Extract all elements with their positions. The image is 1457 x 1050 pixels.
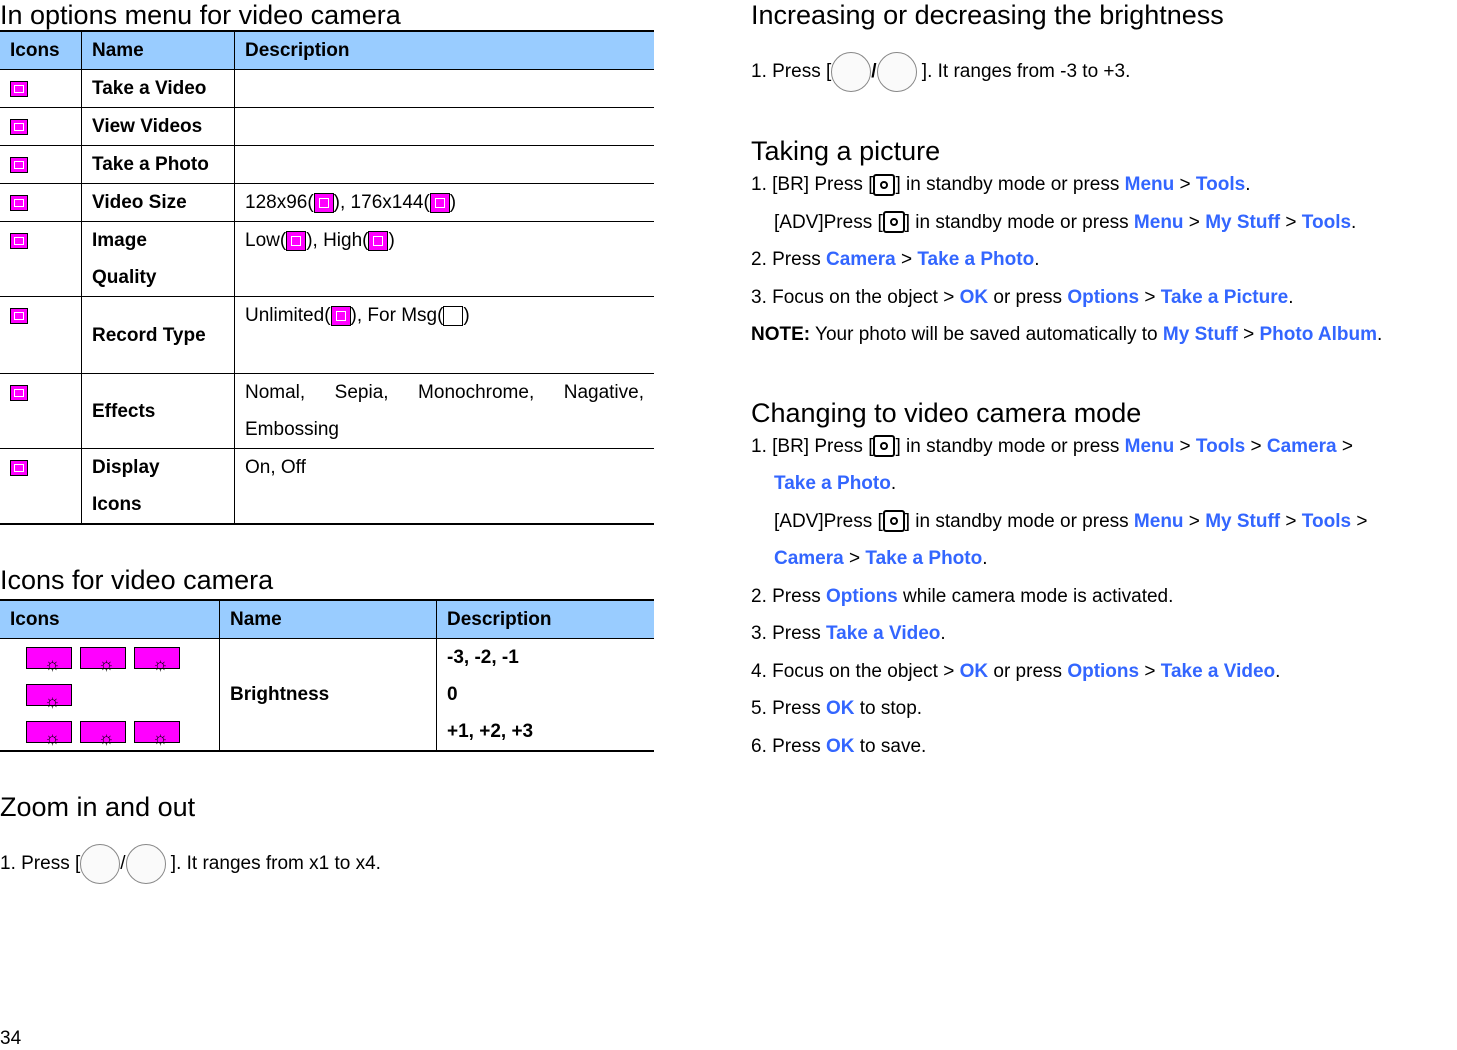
- row-name: Video Size: [82, 184, 235, 222]
- nav-right-key-icon: [831, 52, 871, 92]
- term: Menu: [1133, 211, 1184, 233]
- nav-up-key-icon: [126, 844, 166, 884]
- options-table-header: [0, 31, 654, 70]
- term: Menu: [1133, 510, 1184, 532]
- desc-text: ), High(: [306, 230, 369, 251]
- desc-text: Low(: [245, 230, 287, 251]
- icons-table-header: [0, 600, 654, 639]
- brightness-text-part: ]. It ranges from -3 to +3.: [916, 61, 1131, 83]
- quality-low-icon: [286, 231, 306, 251]
- video-step-1: 1. [BR] Press [ ] in standby mode or press Menu > Tools > Camera >: [751, 435, 1353, 457]
- row-name: [82, 449, 235, 525]
- desc-text: ), For Msg(: [350, 305, 444, 326]
- term: Menu: [1124, 435, 1175, 457]
- row-desc: [235, 146, 655, 184]
- term: Take a Photo: [865, 548, 983, 569]
- term: Photo Album: [1259, 324, 1377, 345]
- term: Camera: [1266, 435, 1337, 457]
- brightness-minus3-icon: [26, 647, 72, 669]
- unlimited-icon: [331, 306, 351, 326]
- desc-text: ): [449, 192, 457, 213]
- row-desc: [235, 222, 655, 297]
- right-column: [751, 0, 1457, 765]
- row-name: [82, 222, 235, 297]
- quality-high-icon: [368, 231, 388, 251]
- camera-key-icon: [873, 174, 895, 196]
- table-row: [0, 297, 654, 374]
- col-name-header: Name: [82, 31, 235, 70]
- desc-line: -3, -2, -1: [447, 647, 519, 668]
- col-description-header: Description: [235, 31, 655, 70]
- picture-step-1-adv: [ADV]Press [ ] in standby mode or press Menu > My Stuff > Tools.: [774, 211, 1357, 233]
- brightness-plus3-icon: [134, 721, 180, 743]
- video-step-5: 5. Press OK to stop.: [751, 698, 923, 719]
- row-name: View Videos: [82, 108, 235, 146]
- term: Menu: [1124, 174, 1175, 195]
- name-line: Icons: [92, 494, 142, 515]
- table-row: [0, 639, 654, 752]
- term: Take a Picture: [1160, 286, 1289, 308]
- brightness-plus1-icon: [26, 721, 72, 743]
- brightness-minus2-icon: [80, 647, 126, 669]
- desc-line: +1, +2, +3: [447, 721, 534, 742]
- video-step-1-adv-cont: Camera > Take a Photo.: [774, 548, 988, 569]
- row-desc: [235, 297, 655, 374]
- zoom-title: Zoom in and out: [0, 792, 196, 822]
- brightness-zero-icon: [26, 684, 72, 706]
- term: Take a Video: [1160, 660, 1276, 682]
- video-step-6: 6. Press OK to save.: [751, 735, 927, 757]
- desc-text: Unlimited(: [245, 305, 331, 326]
- term: Camera: [774, 548, 844, 569]
- display-icons-icon: [10, 460, 28, 476]
- table-row: [0, 222, 654, 297]
- term: Take a Video: [825, 623, 941, 644]
- size-128-icon: [314, 193, 334, 213]
- brightness-desc: [437, 639, 655, 752]
- name-line: Image: [92, 230, 147, 251]
- effects-icon: [10, 385, 28, 401]
- brightness-title: Increasing or decreasing the brightness: [751, 0, 1224, 30]
- picture-note: NOTE: Your photo will be saved automatically to My Stuff > Photo Album.: [751, 324, 1383, 345]
- term: Tools: [1195, 174, 1246, 195]
- term: OK: [825, 698, 855, 719]
- term: My Stuff: [1205, 211, 1281, 233]
- camera-key-icon: [873, 435, 895, 457]
- desc-text: ): [463, 305, 470, 326]
- brightness-text: [751, 52, 1457, 92]
- term: My Stuff: [1162, 324, 1238, 345]
- picture-title: Taking a picture: [751, 136, 941, 166]
- table-row: [0, 70, 654, 108]
- term: Tools: [1195, 435, 1246, 457]
- term: OK: [825, 735, 855, 757]
- row-desc: [235, 184, 655, 222]
- name-line: Quality: [92, 267, 157, 288]
- envelope-icon: [443, 306, 463, 326]
- name-line: Display: [92, 457, 160, 478]
- table-row: [0, 449, 654, 525]
- video-step-1-adv: [ADV]Press [ ] in standby mode or press Menu > My Stuff > Tools >: [774, 510, 1368, 532]
- table-row: [0, 146, 654, 184]
- table-row: [0, 108, 654, 146]
- term: My Stuff: [1205, 510, 1281, 532]
- brightness-plus2-icon: [80, 721, 126, 743]
- video-step-4: 4. Focus on the object > OK or press Options > Take a Video.: [751, 660, 1281, 682]
- picture-step-3: 3. Focus on the object > OK or press Options > Take a Picture.: [751, 286, 1294, 308]
- term: Options: [1067, 286, 1140, 308]
- term: OK: [959, 660, 989, 682]
- page-number: 34: [0, 1028, 22, 1049]
- video-step-2: 2. Press Options while camera mode is activated.: [751, 585, 1174, 607]
- view-videos-icon: [10, 119, 28, 135]
- zoom-text-part: ]. It ranges from x1 to x4.: [165, 853, 381, 875]
- video-step-3: 3. Press Take a Video.: [751, 623, 946, 644]
- desc-text: 128x96(: [245, 192, 314, 213]
- brightness-text-part: /: [871, 61, 877, 83]
- table-row: [0, 374, 654, 449]
- brightness-icons: [0, 639, 220, 752]
- record-type-icon: [10, 308, 28, 324]
- icons-table: [0, 599, 654, 752]
- brightness-minus1-icon: [134, 647, 180, 669]
- row-desc: [235, 108, 655, 146]
- zoom-text-part: /: [120, 853, 126, 875]
- video-size-icon: [10, 195, 28, 211]
- size-176-icon: [430, 193, 450, 213]
- row-name: Take a Video: [82, 70, 235, 108]
- row-name: Record Type: [82, 297, 235, 374]
- camera-key-icon: [883, 211, 905, 233]
- desc-line: 0: [447, 684, 458, 705]
- term: Take a Photo: [917, 249, 1035, 270]
- term: Options: [825, 585, 898, 607]
- table-row: [0, 184, 654, 222]
- picture-step-2: 2. Press Camera > Take a Photo.: [751, 249, 1040, 270]
- desc-text: ): [388, 230, 395, 251]
- brightness-text-part: 1. Press [: [751, 61, 832, 83]
- col-name-header: Name: [220, 600, 437, 639]
- term: Tools: [1301, 211, 1352, 233]
- term: Tools: [1301, 510, 1352, 532]
- video-step-1-cont: Take a Photo.: [774, 473, 897, 494]
- term: Take a Photo: [774, 473, 891, 494]
- left-column: [0, 0, 654, 884]
- row-name: Take a Photo: [82, 146, 235, 184]
- zoom-text-part: 1. Press [: [0, 853, 81, 875]
- row-desc: On, Off: [235, 449, 655, 525]
- options-menu-title: In options menu for video camera: [0, 0, 401, 30]
- col-description-header: Description: [437, 600, 655, 639]
- term: Options: [1067, 660, 1140, 682]
- take-photo-icon: [10, 157, 28, 173]
- take-video-icon: [10, 81, 28, 97]
- icons-title: Icons for video camera: [0, 565, 274, 595]
- nav-down-key-icon: [877, 52, 917, 92]
- row-desc: Nomal, Sepia, Monochrome, Nagative, Embossing: [235, 374, 655, 449]
- row-desc: [235, 70, 655, 108]
- row-name: Effects: [82, 374, 235, 449]
- zoom-text: [0, 844, 654, 884]
- term: OK: [959, 286, 989, 308]
- col-icons-header: Icons: [0, 31, 82, 70]
- video-title: Changing to video camera mode: [751, 397, 1142, 428]
- term: Camera: [825, 249, 896, 270]
- camera-key-icon: [883, 510, 905, 532]
- nav-left-key-icon: [80, 844, 120, 884]
- image-quality-icon: [10, 233, 28, 249]
- note-label: NOTE:: [751, 324, 811, 345]
- desc-text: ), 176x144(: [333, 192, 430, 213]
- brightness-name: Brightness: [220, 639, 437, 752]
- options-table: [0, 30, 654, 525]
- picture-step-1: 1. [BR] Press [ ] in standby mode or press Menu > Tools.: [751, 174, 1251, 195]
- col-icons-header: Icons: [0, 600, 220, 639]
